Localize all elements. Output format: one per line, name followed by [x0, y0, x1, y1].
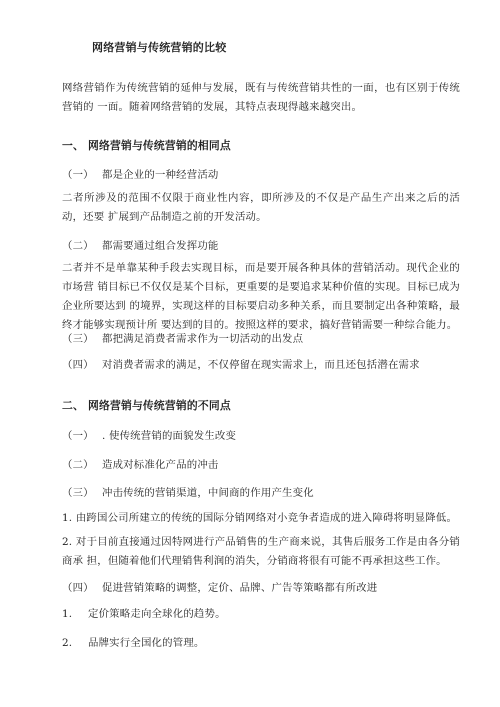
section-2-item-2 — [62, 456, 219, 471]
item-text: 促进营销策略的调整，定价、品牌、广告等策略都有所改进 — [102, 582, 378, 594]
section-2-item-3 — [62, 484, 314, 499]
item-label: （三） — [62, 333, 94, 345]
section-1-paragraph-1: 二者所涉及的范围不仅限于商业性内容，即所涉及的不仅是产品生产出来之后的活动，还要 扩展到产品制造之前的开发活动。 — [62, 192, 460, 223]
item-label: （二） — [62, 459, 94, 471]
item-text: 对消费者需求的满足，不仅停留在现实需求上，而且还包括潜在需求 — [102, 359, 420, 371]
section-2-point-1: 1. 由跨国公司所建立的传统的国际分销网络对小竞争者造成的进入障碍将明显降低。 — [62, 512, 458, 524]
intro-paragraph: 网络营销作为传统营销的延伸与发展，既有与传统营销共性的一面，也有区别于传统营销的 一面。随着网络营销的发展，其特点表现得越来越突出。 — [62, 82, 460, 113]
section-1-paragraph-2: 二者并不是单靠某种手段去实现目标，而是要开展各种具体的营销活动。现代企业的市场营 销目标已不仅仅是某个目标，更重要的是要追求某种价值的实现。目标已成为企业所要达到 的境界，实现这样的目标要启动多种关系，而且要制定出各种策略，最终才能够实现预计所 要达到的目的。按照这样的要求，搞好营销需要一种综合能力。 — [62, 262, 460, 331]
item-label: （三） — [62, 487, 94, 499]
section-2-point-2: 2. 对于目前直接通过因特网进行产品销售的生产商来说，其售后服务工作是由各分销商承 担，但随着他们代理销售利润的消失，分销商将很有可能不再承担这些工作。 — [62, 536, 460, 567]
section-1-item-2 — [62, 237, 219, 252]
item-text: 都是企业的一种经营活动 — [102, 169, 219, 181]
document-title: 网络营销与传统营销的比较 — [92, 41, 227, 54]
item-label: （四） — [62, 359, 94, 371]
item-label: （一） — [62, 169, 94, 181]
subpoint-text: 品牌实行全国化的管理。 — [88, 637, 205, 649]
item-label: （四） — [62, 582, 94, 594]
item-text: 都把满足消费者需求作为一切活动的出发点 — [102, 333, 304, 345]
item-text: . 使传统营销的面貌发生改变 — [102, 430, 237, 442]
subpoint-number: 2. — [62, 637, 73, 649]
item-text: 造成对标准化产品的冲击 — [102, 459, 219, 471]
section-1-heading: 一、 网络营销与传统营销的相同点 — [62, 139, 231, 152]
item-label: （一） — [62, 430, 94, 442]
subpoint-number: 1. — [62, 608, 73, 620]
item-text: 都需要通过组合发挥功能 — [102, 240, 219, 252]
subpoint-text: 定价策略走向全球化的趋势。 — [88, 608, 226, 620]
section-1-item-3 — [62, 330, 303, 345]
section-2-subpoint-1 — [62, 605, 226, 620]
section-2-heading: 二、 网络营销与传统营销的不同点 — [62, 399, 231, 412]
item-label: （二） — [62, 240, 94, 252]
section-2-item-1 — [62, 427, 236, 442]
section-1-item-4 — [62, 356, 420, 371]
section-1-item-1 — [62, 166, 219, 181]
section-2-item-4 — [62, 579, 377, 594]
item-text: 冲击传统的营销渠道，中间商的作用产生变化 — [102, 487, 314, 499]
section-2-subpoint-2 — [62, 634, 205, 649]
